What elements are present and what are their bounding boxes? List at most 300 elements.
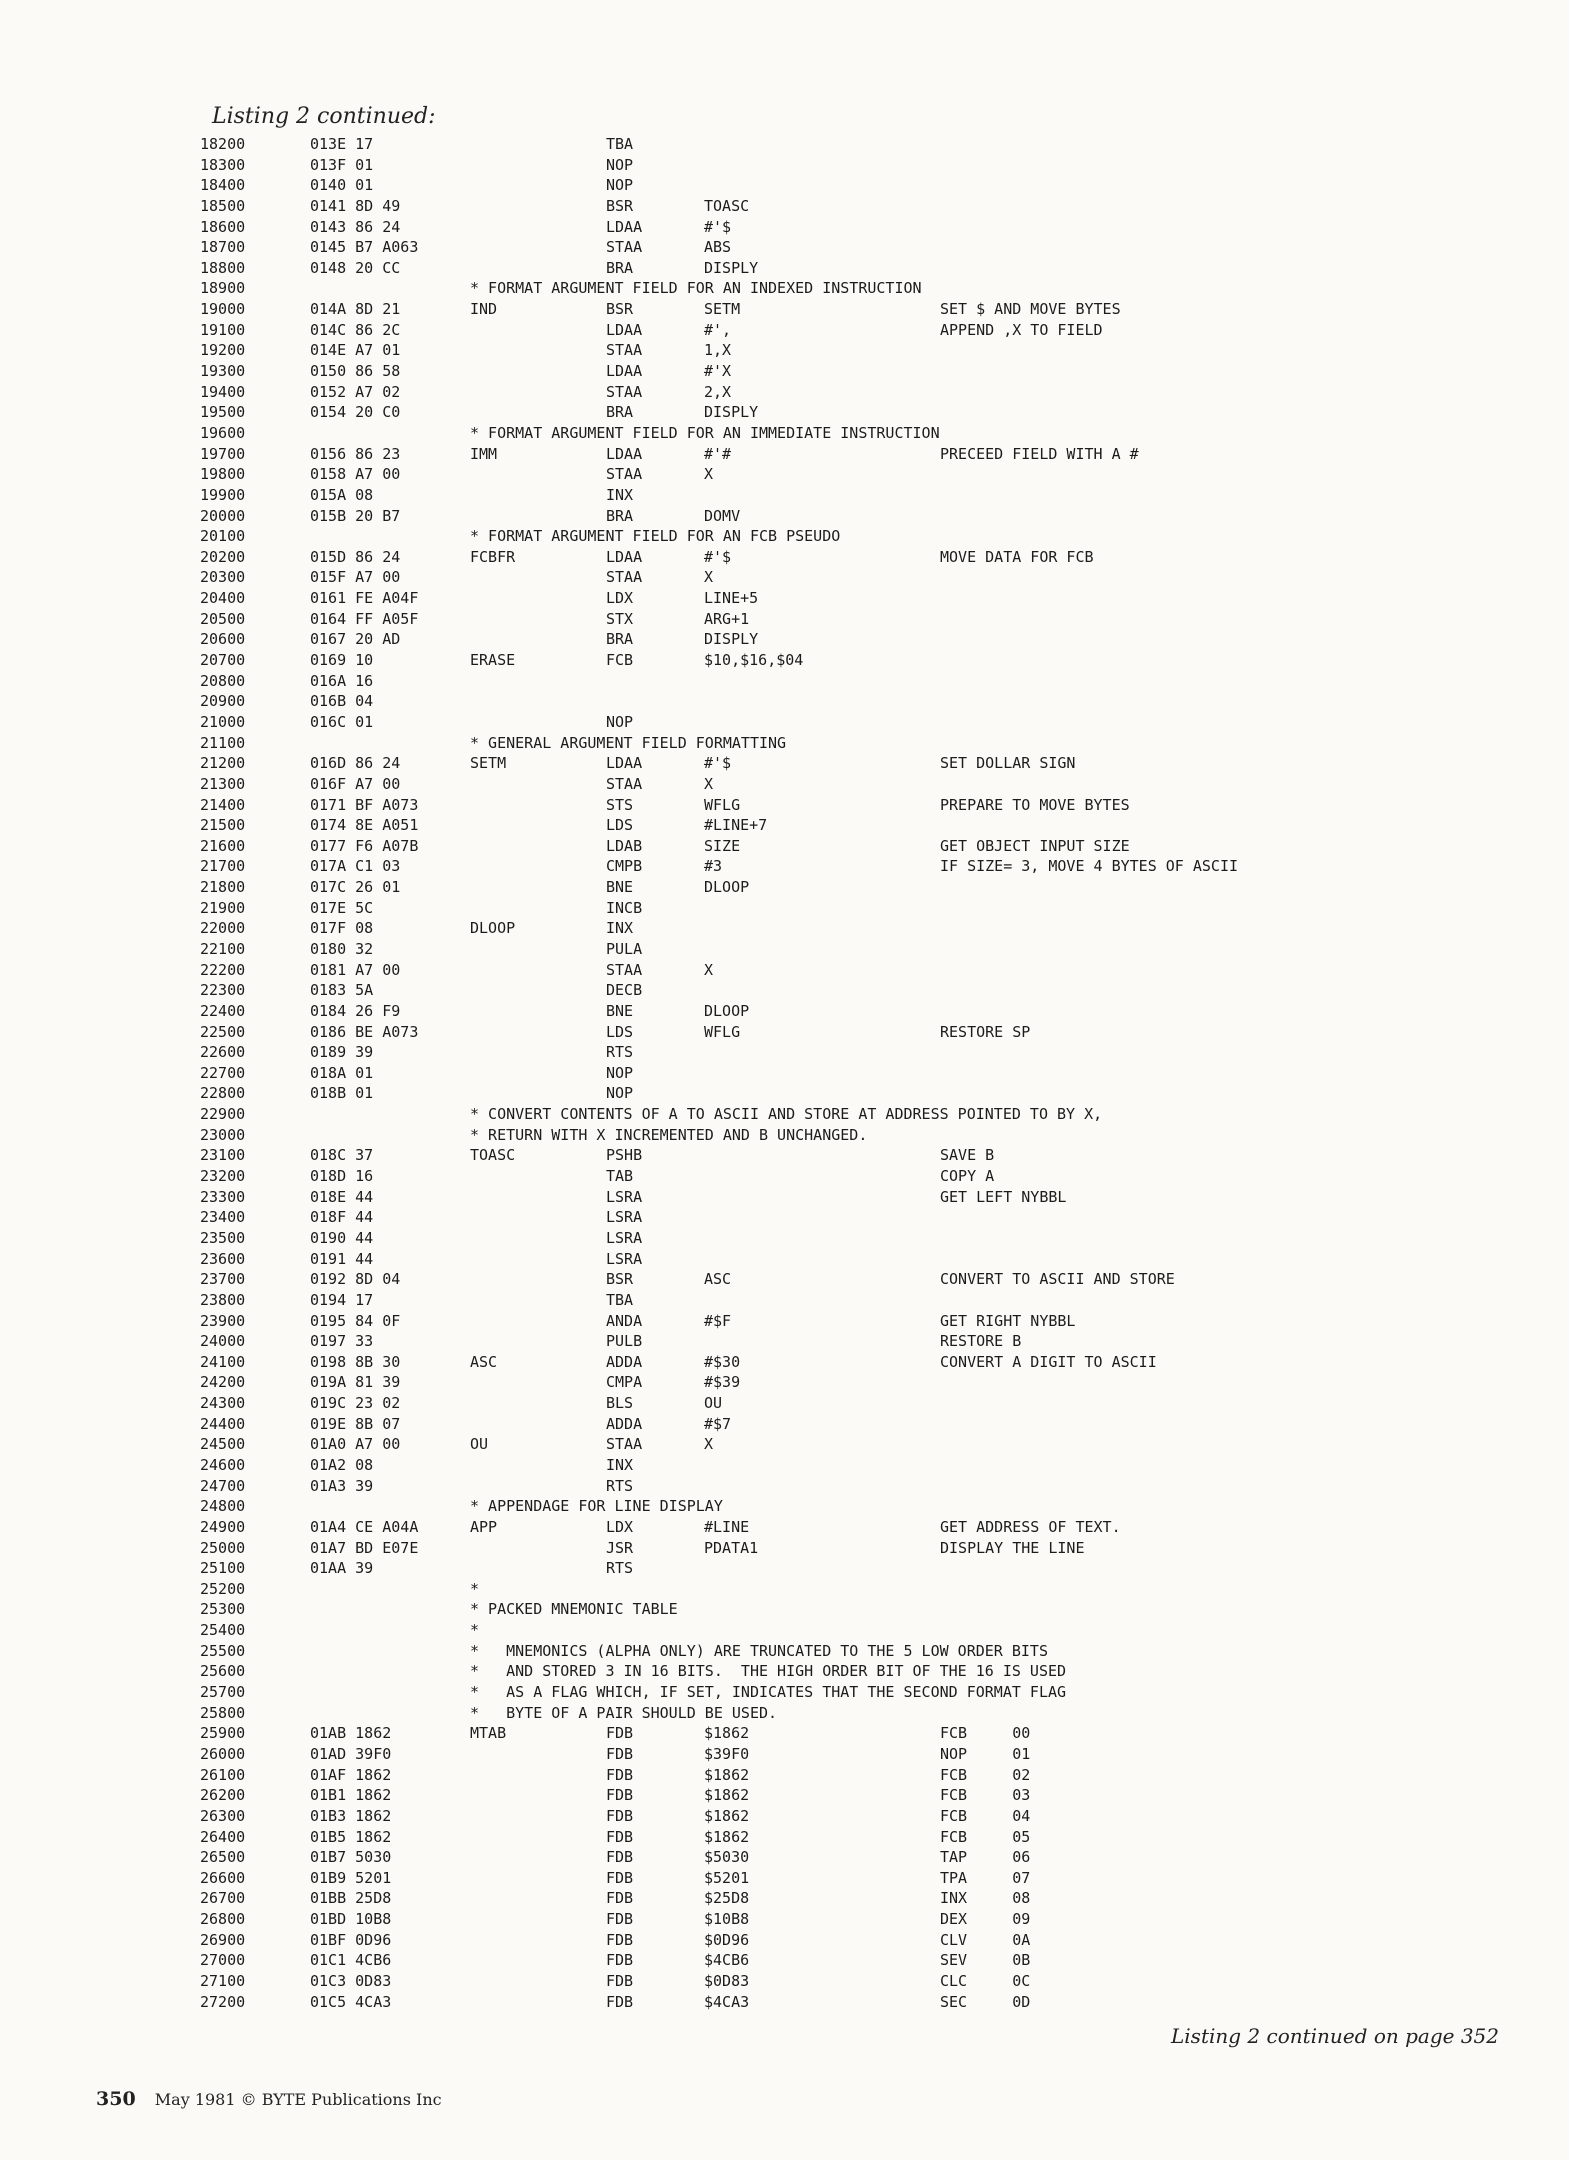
line-num: 23500 <box>200 1228 246 1247</box>
line-arg: DISPLY <box>704 630 759 649</box>
line-num: 24100 <box>200 1352 246 1371</box>
line-num: 24300 <box>200 1394 246 1413</box>
line-addr: 0195 84 0F <box>310 1311 401 1330</box>
line-cmt: CLC 0C <box>940 1972 1031 1991</box>
line-arg: WFLG <box>704 795 741 814</box>
line-num: 26400 <box>200 1827 246 1846</box>
line-addr: 018B 01 <box>310 1084 374 1103</box>
listing-line <box>200 1950 1380 1971</box>
line-op: LDAA <box>606 217 643 236</box>
line-cmt: FCB 03 <box>940 1786 1031 1805</box>
listing-line <box>200 567 1380 588</box>
line-addr: 01C5 4CA3 <box>310 1992 392 2011</box>
listing-line <box>200 1249 1380 1270</box>
line-arg: $1862 <box>704 1806 750 1825</box>
line-addr: 0174 8E A051 <box>310 816 419 835</box>
line-addr: 01AF 1862 <box>310 1765 392 1784</box>
listing-line <box>200 1414 1380 1435</box>
line-addr: 017F 08 <box>310 919 374 938</box>
line-addr: 01AA 39 <box>310 1559 374 1578</box>
listing-line <box>200 1517 1380 1538</box>
line-num: 20200 <box>200 547 246 566</box>
line-op: DECB <box>606 981 643 1000</box>
line-op: BNE <box>606 878 634 897</box>
line-op: LDAB <box>606 836 643 855</box>
line-op: BRA <box>606 403 634 422</box>
line-addr: 0180 32 <box>310 939 374 958</box>
line-op: NOP <box>606 1063 634 1082</box>
line-num: 22900 <box>200 1105 246 1124</box>
listing-line <box>200 1992 1380 2013</box>
listing-line <box>200 1888 1380 1909</box>
line-cmt: GET OBJECT INPUT SIZE <box>940 836 1130 855</box>
page-number: 350 <box>96 2088 136 2110</box>
listing-line <box>200 774 1380 795</box>
line-addr: 01AB 1862 <box>310 1724 392 1743</box>
line-arg: X <box>704 465 714 484</box>
line-addr: 0167 20 AD <box>310 630 401 649</box>
line-op: FDB <box>606 1951 634 1970</box>
listing-line <box>200 1785 1380 1806</box>
line-op: INCB <box>606 898 643 917</box>
line-arg: #$39 <box>704 1373 741 1392</box>
line-num: 21000 <box>200 712 246 731</box>
line-num: 25000 <box>200 1538 246 1557</box>
line-op: PULA <box>606 939 643 958</box>
line-op: FDB <box>606 1724 634 1743</box>
line-arg: $5030 <box>704 1848 750 1867</box>
line-num: 18700 <box>200 238 246 257</box>
listing-line <box>200 1125 1380 1146</box>
listing-line <box>200 444 1380 465</box>
line-num: 20300 <box>200 568 246 587</box>
listing-line <box>200 320 1380 341</box>
line-cmt: SAVE B <box>940 1146 995 1165</box>
line-addr: 0150 86 58 <box>310 362 401 381</box>
listing-line <box>200 1145 1380 1166</box>
line-full: * GENERAL ARGUMENT FIELD FORMATTING <box>470 733 787 752</box>
line-addr: 016B 04 <box>310 692 374 711</box>
listing-line <box>200 1352 1380 1373</box>
line-op: LDX <box>606 589 634 608</box>
line-num: 20700 <box>200 651 246 670</box>
line-arg: $1862 <box>704 1827 750 1846</box>
line-addr: 014E A7 01 <box>310 341 401 360</box>
line-op: LSRA <box>606 1208 643 1227</box>
listing-line <box>200 485 1380 506</box>
line-num: 23000 <box>200 1125 246 1144</box>
listing-line <box>200 1001 1380 1022</box>
line-cmt: MOVE DATA FOR FCB <box>940 547 1094 566</box>
listing-line <box>200 1661 1380 1682</box>
line-addr: 018A 01 <box>310 1063 374 1082</box>
listing-line <box>200 1538 1380 1559</box>
line-op: LSRA <box>606 1228 643 1247</box>
line-op: TBA <box>606 135 634 153</box>
line-arg: ABS <box>704 238 732 257</box>
line-op: LSRA <box>606 1249 643 1268</box>
listing-line <box>200 588 1380 609</box>
listing-line <box>200 836 1380 857</box>
line-cmt: NOP 01 <box>940 1744 1031 1763</box>
listing-line <box>200 1827 1380 1848</box>
line-num: 22500 <box>200 1022 246 1041</box>
line-op: TAB <box>606 1167 634 1186</box>
line-addr: 01A7 BD E07E <box>310 1538 419 1557</box>
line-arg: #'# <box>704 444 732 463</box>
line-addr: 0186 BE A073 <box>310 1022 419 1041</box>
line-addr: 0148 20 CC <box>310 258 401 277</box>
line-cmt: DISPLAY THE LINE <box>940 1538 1085 1557</box>
line-op: BSR <box>606 300 634 319</box>
line-op: RTS <box>606 1559 634 1578</box>
line-addr: 017E 5C <box>310 898 374 917</box>
line-num: 25100 <box>200 1559 246 1578</box>
line-addr: 0143 86 24 <box>310 217 401 236</box>
line-num: 26000 <box>200 1744 246 1763</box>
line-op: LDS <box>606 816 634 835</box>
listing-line <box>200 1434 1380 1455</box>
line-num: 25700 <box>200 1683 246 1702</box>
line-addr: 0191 44 <box>310 1249 374 1268</box>
line-addr: 0141 8D 49 <box>310 196 401 215</box>
line-arg: #'X <box>704 362 732 381</box>
listing-line <box>200 1393 1380 1414</box>
line-num: 27000 <box>200 1951 246 1970</box>
line-label: TOASC <box>470 1146 516 1165</box>
line-op: FDB <box>606 1972 634 1991</box>
line-addr: 0140 01 <box>310 176 374 195</box>
line-arg: #$30 <box>704 1352 741 1371</box>
line-label: MTAB <box>470 1724 507 1743</box>
listing-line <box>200 1723 1380 1744</box>
line-label: IMM <box>470 444 498 463</box>
listing-line <box>200 733 1380 754</box>
line-addr: 013F 01 <box>310 155 374 174</box>
line-num: 24700 <box>200 1476 246 1495</box>
listing-line <box>200 671 1380 692</box>
listing-line <box>200 1083 1380 1104</box>
line-num: 22300 <box>200 981 246 1000</box>
line-arg: SETM <box>704 300 741 319</box>
listing-line <box>200 134 1380 155</box>
listing-line <box>200 629 1380 650</box>
line-num: 20500 <box>200 609 246 628</box>
line-addr: 01B1 1862 <box>310 1786 392 1805</box>
line-num: 26900 <box>200 1930 246 1949</box>
line-addr: 018D 16 <box>310 1167 374 1186</box>
listing-line <box>200 155 1380 176</box>
line-full: * <box>470 1621 480 1640</box>
listing-line <box>200 547 1380 568</box>
line-addr: 016F A7 00 <box>310 774 401 793</box>
line-op: ADDA <box>606 1414 643 1433</box>
line-addr: 01BB 25D8 <box>310 1889 392 1908</box>
line-arg: $10B8 <box>704 1910 750 1929</box>
line-addr: 01A0 A7 00 <box>310 1435 401 1454</box>
line-cmt: PREPARE TO MOVE BYTES <box>940 795 1130 814</box>
listing-line <box>200 1868 1380 1889</box>
line-num: 25800 <box>200 1703 246 1722</box>
line-num: 22800 <box>200 1084 246 1103</box>
listing-line <box>200 1682 1380 1703</box>
line-arg: DISPLY <box>704 258 759 277</box>
listing-line <box>200 1496 1380 1517</box>
line-op: LSRA <box>606 1187 643 1206</box>
line-num: 21300 <box>200 774 246 793</box>
line-num: 20100 <box>200 527 246 546</box>
line-addr: 01BD 10B8 <box>310 1910 392 1929</box>
line-addr: 016C 01 <box>310 712 374 731</box>
line-cmt: SEC 0D <box>940 1992 1031 2011</box>
line-num: 20400 <box>200 589 246 608</box>
line-addr: 017A C1 03 <box>310 857 401 876</box>
line-arg: X <box>704 774 714 793</box>
line-label: IND <box>470 300 498 319</box>
line-addr: 01B9 5201 <box>310 1868 392 1887</box>
line-op: STAA <box>606 1435 643 1454</box>
line-addr: 016D 86 24 <box>310 754 401 773</box>
line-addr: 0177 F6 A07B <box>310 836 419 855</box>
line-full: * PACKED MNEMONIC TABLE <box>470 1600 678 1619</box>
line-num: 19800 <box>200 465 246 484</box>
line-op: STS <box>606 795 634 814</box>
line-num: 19400 <box>200 382 246 401</box>
line-op: STAA <box>606 960 643 979</box>
line-addr: 0197 33 <box>310 1332 374 1351</box>
listing-line <box>200 898 1380 919</box>
line-addr: 0161 FE A04F <box>310 589 419 608</box>
line-op: PSHB <box>606 1146 643 1165</box>
line-addr: 0152 A7 02 <box>310 382 401 401</box>
line-num: 21400 <box>200 795 246 814</box>
line-addr: 01A4 CE A04A <box>310 1517 419 1536</box>
listing-line <box>200 1042 1380 1063</box>
line-num: 23100 <box>200 1146 246 1165</box>
listing-line <box>200 795 1380 816</box>
line-label: OU <box>470 1435 489 1454</box>
line-arg: $1862 <box>704 1765 750 1784</box>
listing-line <box>200 402 1380 423</box>
line-op: STAA <box>606 568 643 587</box>
listing-line <box>200 1765 1380 1786</box>
line-label: ASC <box>470 1352 498 1371</box>
line-addr: 0189 39 <box>310 1043 374 1062</box>
listing-line <box>200 1703 1380 1724</box>
line-num: 24400 <box>200 1414 246 1433</box>
line-op: STAA <box>606 382 643 401</box>
line-arg: #'$ <box>704 547 732 566</box>
listing-line <box>200 1104 1380 1125</box>
listing-line <box>200 1187 1380 1208</box>
line-num: 24500 <box>200 1435 246 1454</box>
line-cmt: DEX 09 <box>940 1910 1031 1929</box>
line-num: 22400 <box>200 1001 246 1020</box>
line-op: INX <box>606 919 634 938</box>
listing-line <box>200 299 1380 320</box>
line-label: APP <box>470 1517 498 1536</box>
line-num: 19600 <box>200 423 246 442</box>
listing-line <box>200 1476 1380 1497</box>
line-label: DLOOP <box>470 919 516 938</box>
line-arg: DLOOP <box>704 878 750 897</box>
line-label: SETM <box>470 754 507 773</box>
listing-line <box>200 1269 1380 1290</box>
line-op: BRA <box>606 258 634 277</box>
listing-line <box>200 609 1380 630</box>
line-addr: 01B5 1862 <box>310 1827 392 1846</box>
line-arg: #'$ <box>704 217 732 236</box>
line-num: 25900 <box>200 1724 246 1743</box>
line-num: 18400 <box>200 176 246 195</box>
listing-line <box>200 1331 1380 1352</box>
listing-line <box>200 1311 1380 1332</box>
line-num: 23700 <box>200 1270 246 1289</box>
line-arg: ASC <box>704 1270 732 1289</box>
listing-line <box>200 1641 1380 1662</box>
line-op: ANDA <box>606 1311 643 1330</box>
line-num: 25500 <box>200 1641 246 1660</box>
line-op: FDB <box>606 1786 634 1805</box>
line-num: 18900 <box>200 279 246 298</box>
line-op: JSR <box>606 1538 634 1557</box>
line-num: 24900 <box>200 1517 246 1536</box>
line-full: * FORMAT ARGUMENT FIELD FOR AN FCB PSEUDO <box>470 527 841 546</box>
line-num: 18500 <box>200 196 246 215</box>
line-addr: 015B 20 B7 <box>310 506 401 525</box>
line-addr: 018C 37 <box>310 1146 374 1165</box>
line-op: FCB <box>606 651 634 670</box>
line-num: 25400 <box>200 1621 246 1640</box>
line-addr: 013E 17 <box>310 135 374 153</box>
line-addr: 0145 B7 A063 <box>310 238 419 257</box>
line-addr: 014A 8D 21 <box>310 300 401 319</box>
line-op: ADDA <box>606 1352 643 1371</box>
listing-line <box>200 175 1380 196</box>
line-cmt: CLV 0A <box>940 1930 1031 1949</box>
line-addr: 0156 86 23 <box>310 444 401 463</box>
line-num: 19100 <box>200 320 246 339</box>
listing-line <box>200 1372 1380 1393</box>
line-addr: 019C 23 02 <box>310 1394 401 1413</box>
line-cmt: RESTORE SP <box>940 1022 1031 1041</box>
line-op: LDX <box>606 1517 634 1536</box>
listing-line <box>200 1579 1380 1600</box>
line-arg: $4CA3 <box>704 1992 750 2011</box>
line-cmt: SEV 0B <box>940 1951 1031 1970</box>
line-arg: $1862 <box>704 1724 750 1743</box>
line-addr: 0190 44 <box>310 1228 374 1247</box>
listing-line <box>200 753 1380 774</box>
line-addr: 019A 81 39 <box>310 1373 401 1392</box>
line-num: 23800 <box>200 1290 246 1309</box>
line-arg: DLOOP <box>704 1001 750 1020</box>
line-arg: $0D96 <box>704 1930 750 1949</box>
line-addr: 019E 8B 07 <box>310 1414 401 1433</box>
line-arg: $25D8 <box>704 1889 750 1908</box>
line-addr: 0184 26 F9 <box>310 1001 401 1020</box>
line-num: 18800 <box>200 258 246 277</box>
publication-line: May 1981 © BYTE Publications Inc <box>154 2090 442 2109</box>
line-num: 19500 <box>200 403 246 422</box>
listing-line <box>200 1599 1380 1620</box>
line-op: STAA <box>606 238 643 257</box>
line-arg: DISPLY <box>704 403 759 422</box>
line-op: RTS <box>606 1043 634 1062</box>
line-arg: ARG+1 <box>704 609 750 628</box>
line-addr: 0158 A7 00 <box>310 465 401 484</box>
line-arg: PDATA1 <box>704 1538 759 1557</box>
line-arg: 1,X <box>704 341 732 360</box>
line-op: BSR <box>606 196 634 215</box>
listing-line <box>200 1022 1380 1043</box>
line-op: LDAA <box>606 754 643 773</box>
line-cmt: SET DOLLAR SIGN <box>940 754 1076 773</box>
line-op: FDB <box>606 1806 634 1825</box>
listing-line <box>200 939 1380 960</box>
line-arg: X <box>704 568 714 587</box>
listing-line <box>200 960 1380 981</box>
line-op: FDB <box>606 1910 634 1929</box>
line-arg: 2,X <box>704 382 732 401</box>
listing-line <box>200 1806 1380 1827</box>
line-full: * AND STORED 3 IN 16 BITS. THE HIGH ORDER BIT OF THE 16 IS USED <box>470 1662 1067 1681</box>
line-op: BSR <box>606 1270 634 1289</box>
line-full: * APPENDAGE FOR LINE DISPLAY <box>470 1497 723 1516</box>
line-num: 19700 <box>200 444 246 463</box>
line-addr: 015A 08 <box>310 485 374 504</box>
line-arg: $4CB6 <box>704 1951 750 1970</box>
line-num: 24800 <box>200 1497 246 1516</box>
line-arg: #', <box>704 320 732 339</box>
line-num: 21700 <box>200 857 246 876</box>
line-op: FDB <box>606 1848 634 1867</box>
line-cmt: IF SIZE= 3, MOVE 4 BYTES OF ASCII <box>940 857 1239 876</box>
line-num: 26800 <box>200 1910 246 1929</box>
line-num: 20000 <box>200 506 246 525</box>
listing-line <box>200 918 1380 939</box>
line-cmt: APPEND ,X TO FIELD <box>940 320 1103 339</box>
line-cmt: FCB 02 <box>940 1765 1031 1784</box>
line-op: FDB <box>606 1930 634 1949</box>
line-arg: DOMV <box>704 506 741 525</box>
listing-line <box>200 423 1380 444</box>
line-addr: 0164 FF A05F <box>310 609 419 628</box>
listing-line <box>200 196 1380 217</box>
line-full: * FORMAT ARGUMENT FIELD FOR AN IMMEDIATE INSTRUCTION <box>470 423 940 442</box>
line-cmt: SET $ AND MOVE BYTES <box>940 300 1121 319</box>
line-addr: 01B3 1862 <box>310 1806 392 1825</box>
line-cmt: PRECEED FIELD WITH A # <box>940 444 1139 463</box>
line-arg: #LINE <box>704 1517 750 1536</box>
line-op: NOP <box>606 176 634 195</box>
listing-header: Listing 2 continued: <box>212 104 436 129</box>
line-op: TBA <box>606 1290 634 1309</box>
listing-line <box>200 1909 1380 1930</box>
line-num: 21600 <box>200 836 246 855</box>
line-num: 26300 <box>200 1806 246 1825</box>
line-op: LDAA <box>606 320 643 339</box>
line-addr: 017C 26 01 <box>310 878 401 897</box>
line-label: FCBFR <box>470 547 516 566</box>
line-addr: 01A2 08 <box>310 1456 374 1474</box>
line-addr: 01AD 39F0 <box>310 1744 392 1763</box>
line-op: INX <box>606 1456 634 1474</box>
listing-line <box>200 506 1380 527</box>
listing-line <box>200 361 1380 382</box>
line-num: 19200 <box>200 341 246 360</box>
line-cmt: RESTORE B <box>940 1332 1022 1351</box>
